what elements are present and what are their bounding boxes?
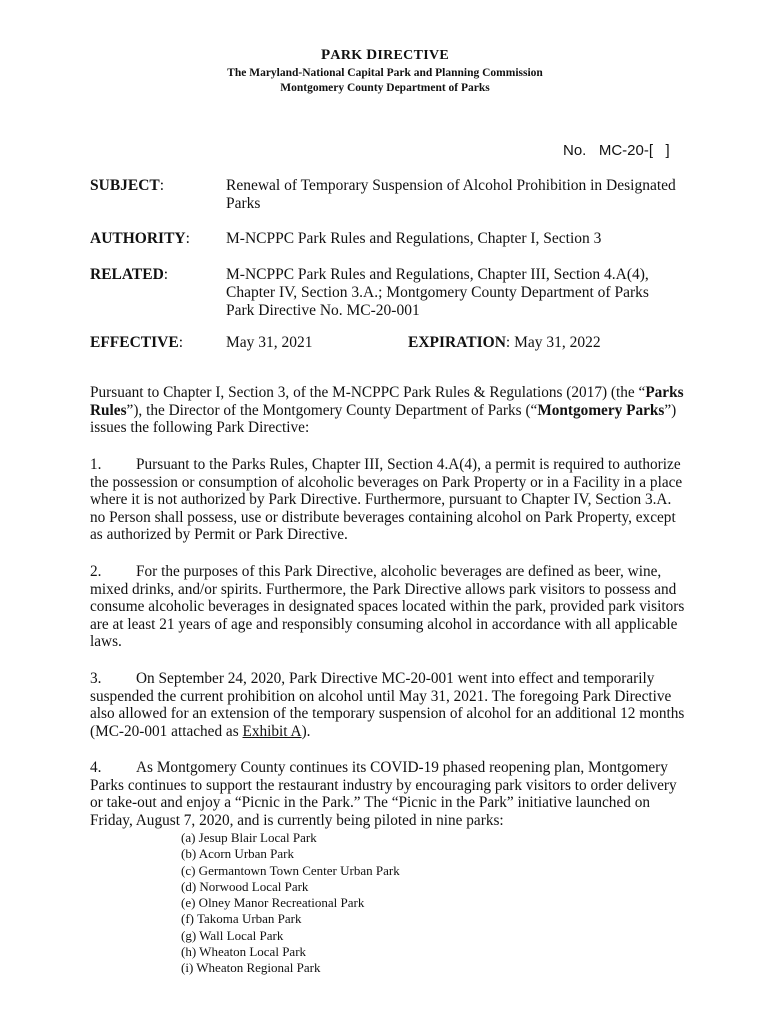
list-item: (f) Takoma Urban Park <box>181 911 302 927</box>
authority-label: AUTHORITY: <box>90 230 190 247</box>
expiration-field: EXPIRATION: May 31, 2022 <box>408 334 601 351</box>
parks-list <box>181 830 400 977</box>
paragraph-2: 2. For the purposes of this Park Directive, alcoholic beverages are defined as beer, wine, mixed drinks, and/or spirits. Furthermore, the Park Directive allows park visitors to possess and consume alcoholic beverages in designated spaces located within the park, provided park visitors are at least 21 years of age and responsibly consuming alcohol in accordance with all applicable laws. <box>90 563 685 651</box>
authority-value: M-NCPPC Park Rules and Regulations, Chapter I, Section 3 <box>226 230 602 247</box>
related-label: RELATED: <box>90 266 169 283</box>
organization-name: The Maryland-National Capital Park and Planning Commission <box>227 67 543 79</box>
list-item: (g) Wall Local Park <box>181 927 284 943</box>
list-item: (i) Wheaton Regional Park <box>181 960 321 976</box>
list-item: (a) Jesup Blair Local Park <box>181 830 317 845</box>
list-item: (c) Germantown Town Center Urban Park <box>181 862 400 878</box>
list-item: (d) Norwood Local Park <box>181 878 309 894</box>
document-title: PARK DIRECTIVE <box>320 47 450 63</box>
list-item: (e) Olney Manor Recreational Park <box>181 895 365 911</box>
effective-value: May 31, 2021 <box>226 334 313 351</box>
subject-label: SUBJECT: <box>90 177 165 194</box>
paragraph-4: 4. As Montgomery County continues its COVID-19 phased reopening plan, Montgomery Parks continues to support the restaurant industry by encouraging park visitors to order delivery or take-out and enjoy a “Picnic in the Park.” The “Picnic in the Park” initiative launched on Friday, August 7, 2020, and is currently being piloted in nine parks: <box>90 759 677 829</box>
exhibit-a-link[interactable]: Exhibit A <box>242 722 302 740</box>
list-item: (h) Wheaton Local Park <box>181 944 307 960</box>
related-value: M-NCPPC Park Rules and Regulations, Chapter III, Section 4.A(4), Chapter IV, Section 3.A.; Montgomery County Department of Parks Park Directive No. MC-20-001 <box>226 266 649 319</box>
directive-number: No. MC-20-[ ] <box>563 142 670 159</box>
effective-label: EFFECTIVE: <box>90 334 184 351</box>
department-name: Montgomery County Department of Parks <box>280 82 490 94</box>
subject-value: Renewal of Temporary Suspension of Alcohol Prohibition in Designated Parks <box>226 177 676 212</box>
paragraph-3: 3. On September 24, 2020, Park Directive MC-20-001 went into effect and temporarily suspended the current prohibition on alcohol until May 31, 2021. The foregoing Park Directive also allowed for an extension of the temporary suspension of alcohol for an additional 12 months (MC-20-001 attached as Exhibit A). <box>90 670 685 740</box>
paragraph-1: 1. Pursuant to the Parks Rules, Chapter III, Section 4.A(4), a permit is required to authorize the possession or consumption of alcoholic beverages on Park Property or in a Facility in a place where it is not authorized by Park Directive. Furthermore, pursuant to Chapter IV, Section 3.A. no Person shall possess, use or distribute beverages containing alcohol on Park Property, except as authorized by Permit or Park Directive. <box>90 456 683 544</box>
intro-paragraph: Pursuant to Chapter I, Section 3, of the M-NCPPC Park Rules & Regulations (2017) (the “Parks Rules”), the Director of the Montgomery County Department of Parks (“Montgomery Parks”) issues the following Park Directive: <box>90 384 684 437</box>
list-item: (b) Acorn Urban Park <box>181 846 294 862</box>
